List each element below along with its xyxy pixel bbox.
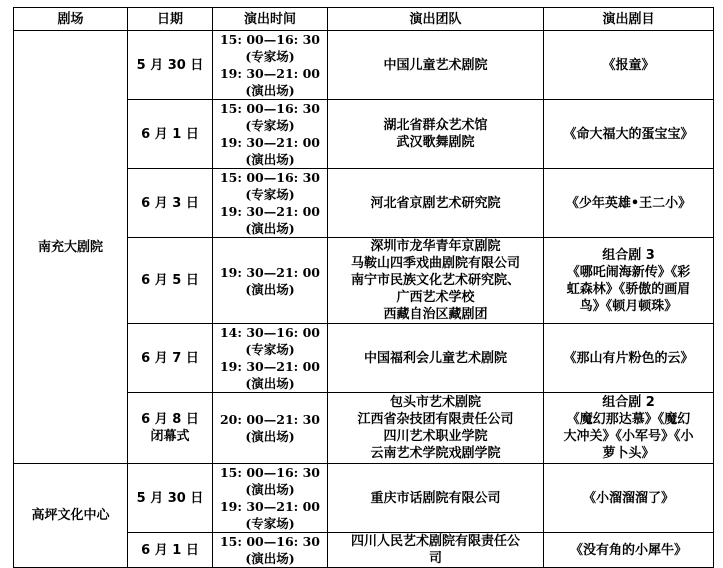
show-cell: 《报童》 (544, 31, 714, 100)
header-date: 日期 (128, 8, 213, 31)
show-cell: 组合剧 3 《哪吒闹海新传》《彩 虹森林》《骄傲的画眉 鸟》《顿月顿珠》 (544, 238, 714, 324)
show-cell: 《命大福大的蛋宝宝》 (544, 100, 714, 169)
time-cell: 15: 00—16: 30 (专家场) 19: 30—21: 00 (演出场) (213, 100, 328, 169)
show-cell: 《少年英雄•王二小》 (544, 169, 714, 238)
date-cell: 5 月 30 日 (128, 31, 213, 100)
date-cell: 6 月 8 日 闭幕式 (128, 393, 213, 464)
show-cell: 组合剧 2 《魔幻那达慕》《魔幻 大冲关》《小军号》《小 萝卜头》 (544, 393, 714, 464)
time-cell: 15: 00—16: 30 (专家场) 19: 30—21: 00 (演出场) (213, 169, 328, 238)
time-cell: 20: 00—21: 30 (演出场) (213, 393, 328, 464)
team-cell: 包头市艺术剧院 江西省杂技团有限责任公司 四川艺术职业学院 云南艺术学院戏剧学院 (328, 393, 544, 464)
team-cell: 四川人民艺术剧院有限责任公 司 (328, 533, 544, 568)
performance-schedule-table (13, 7, 714, 568)
team-cell: 深圳市龙华青年京剧院 马鞍山四季戏曲剧院有限公司 南宁市民族文化艺术研究院、 广西艺术学校 西藏自治区藏剧团 (328, 238, 544, 324)
time-cell: 15: 00—16: 30 (专家场) 19: 30—21: 00 (演出场) (213, 31, 328, 100)
team-cell: 湖北省群众艺术馆 武汉歌舞剧院 (328, 100, 544, 169)
header-time: 演出时间 (213, 8, 328, 31)
venue-name: 高坪文化中心 (31, 508, 110, 523)
table-row (14, 31, 714, 100)
time-cell: 14: 30—16: 00 (专家场) 19: 30—21: 00 (演出场) (213, 324, 328, 393)
team-cell: 河北省京剧艺术研究院 (328, 169, 544, 238)
time-cell: 15: 00—16: 30 (演出场) 19: 30—21: 00 (专家场) (213, 464, 328, 533)
header-team: 演出团队 (328, 8, 544, 31)
date-cell: 6 月 1 日 (128, 100, 213, 169)
team-cell: 中国福利会儿童艺术剧院 (328, 324, 544, 393)
venue-cell (14, 464, 128, 568)
date-cell: 6 月 3 日 (128, 169, 213, 238)
show-cell: 《小溜溜溜了》 (544, 464, 714, 533)
date-cell: 5 月 30 日 (128, 464, 213, 533)
header-show: 演出剧目 (544, 8, 714, 31)
team-cell: 重庆市话剧院有限公司 (328, 464, 544, 533)
date-cell: 6 月 1 日 (128, 533, 213, 568)
header-venue: 剧场 (14, 8, 128, 31)
date-cell: 6 月 7 日 (128, 324, 213, 393)
show-cell: 《没有角的小犀牛》 (544, 533, 714, 568)
team-cell: 中国儿童艺术剧院 (328, 31, 544, 100)
table-row (14, 464, 714, 533)
time-cell: 15: 00—16: 30 (演出场) (213, 533, 328, 568)
time-cell: 19: 30—21: 00 (演出场) (213, 238, 328, 324)
show-cell: 《那山有片粉色的云》 (544, 324, 714, 393)
header-row (14, 8, 714, 31)
venue-cell (14, 31, 128, 464)
date-cell: 6 月 5 日 (128, 238, 213, 324)
venue-name: 南充大剧院 (37, 239, 103, 255)
